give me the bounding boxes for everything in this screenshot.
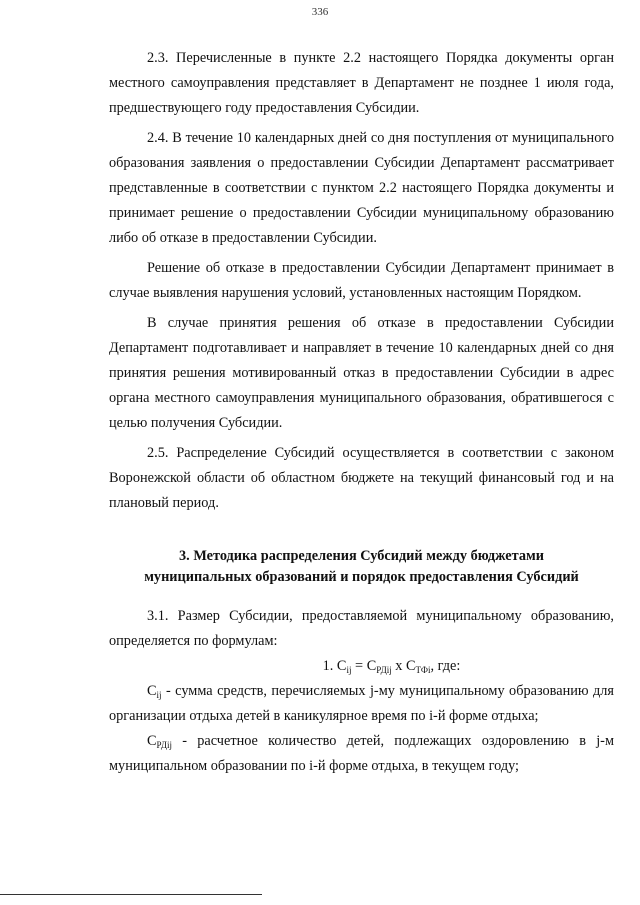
definition-text: - сумма средств, перечисляемых j-му муниципальному образованию для организации отдыха детей в каникулярное время по i-й форме отдыха; — [109, 683, 614, 724]
paragraph-refusal-notice: В случае принятия решения об отказе в предоставлении Субсидии Департамент подготавливает и направляет в течение 10 календарных дней со дня принятия решения мотивированный отказ в предоставлении Субсидии в адрес органа местного самоуправления муниципального образования, обратившегося с целью получения Субсидии. — [109, 315, 614, 431]
section-heading — [109, 546, 614, 588]
formula-subscript: ТФi — [415, 665, 431, 675]
definition-text: - расчетное количество детей, подлежащих оздоровлению в j-м муниципальном образовании по i-й форме отдыха, в текущем году; — [109, 733, 614, 774]
paragraph-refusal-decision: Решение об отказе в предоставлении Субсидии Департамент принимает в случае выявления нарушения условий, установленных настоящим Порядком. — [109, 260, 614, 301]
formula-subscript: ij — [346, 665, 352, 675]
definition-symbol: C — [147, 733, 157, 749]
definition-subscript: РДij — [156, 740, 173, 750]
paragraph-3-1: 3.1. Размер Субсидии, предоставляемой муниципальному образованию, определяется по формулам: — [109, 608, 614, 649]
document-body — [109, 46, 614, 779]
paragraph-2-5: 2.5. Распределение Субсидий осуществляется в соответствии с законом Воронежской области об областном бюджете на текущий финансовый год и на плановый период. — [109, 445, 614, 511]
formula-line — [169, 654, 614, 679]
definition-crdij — [109, 729, 614, 779]
formula-text: , где: — [430, 658, 461, 674]
formula-text: х C — [391, 658, 416, 674]
page-number: 336 — [311, 6, 329, 18]
section-heading-line-2: муниципальных образований и порядок предоставления Субсидий — [144, 569, 579, 585]
formula-text: = C — [351, 658, 377, 674]
paragraph-2-3: 2.3. Перечисленные в пункте 2.2 настоящего Порядка документы орган местного самоуправления представляет в Департамент не позднее 1 июля года, предшествующего году предоставления Субсидии. — [109, 50, 614, 116]
paragraph-2-4: 2.4. В течение 10 календарных дней со дня поступления от муниципального образования заявления о предоставлении Субсидии Департамент рассматривает представленные в соответствии с пунктом 2.2 настоящего Порядка документы и принимает решение о предоставлении Субсидии муниципальному образованию либо об отказе в предоставлении Субсидии. — [109, 130, 614, 246]
definition-symbol: C — [147, 683, 157, 699]
footnote-divider — [0, 894, 262, 895]
definition-cij — [109, 679, 614, 729]
formula-subscript: РДij — [376, 665, 392, 675]
section-heading-line-1: 3. Методика распределения Субсидий между бюджетами — [179, 548, 544, 564]
formula-text: 1. C — [322, 658, 347, 674]
definition-subscript: ij — [156, 690, 162, 700]
